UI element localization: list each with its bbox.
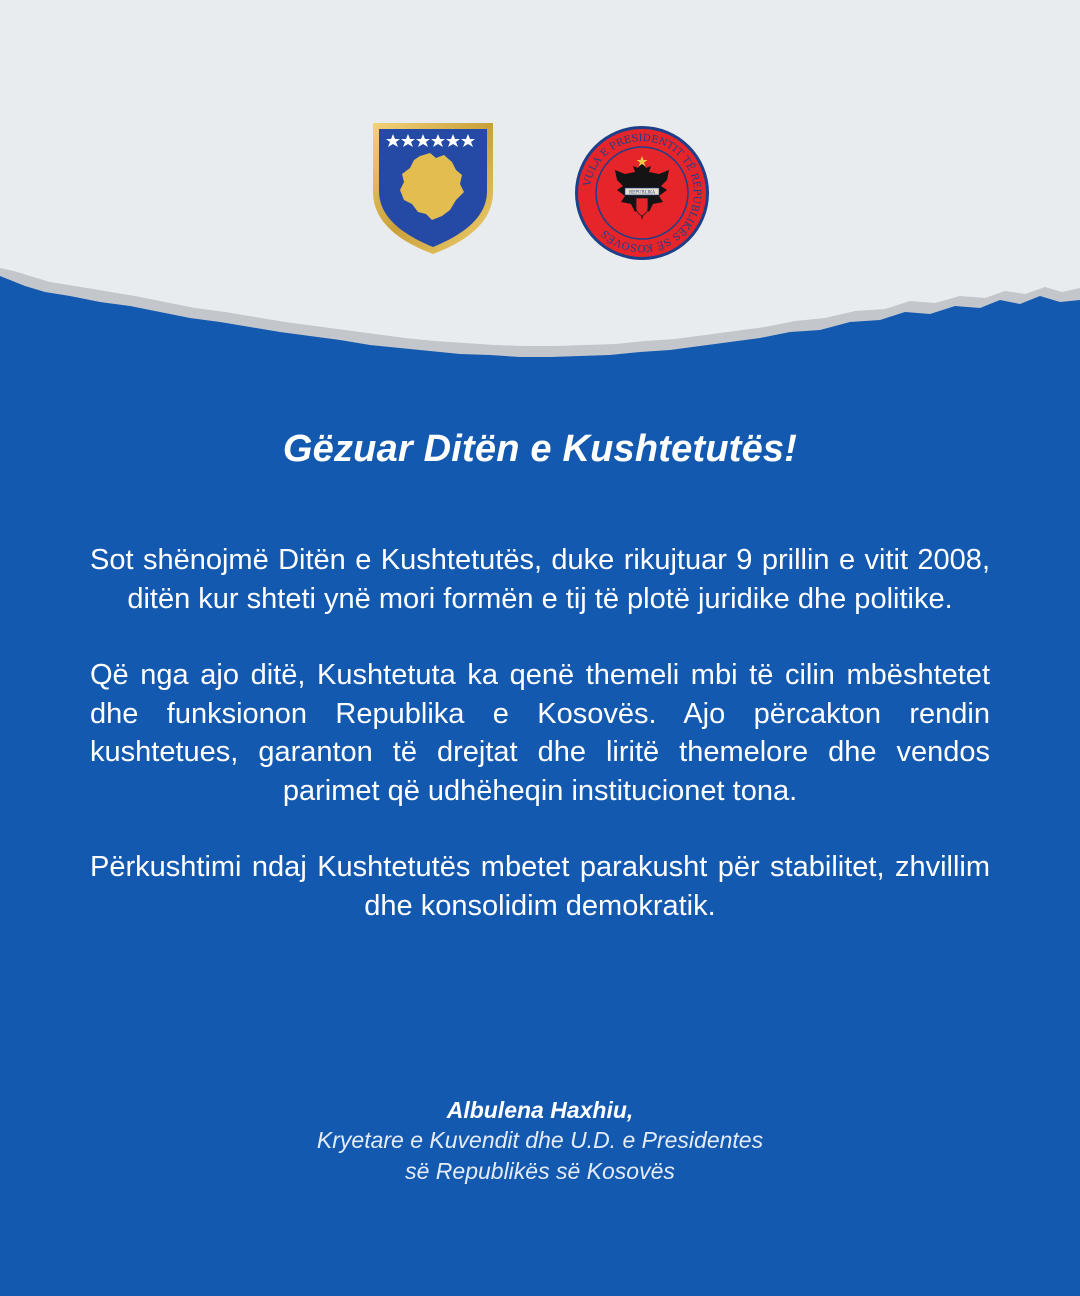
signature-block xyxy=(0,1095,1080,1187)
page-title: Gëzuar Ditën e Kushtetutës! xyxy=(282,428,798,470)
presidential-seal-icon xyxy=(573,124,711,262)
seal-ring-text: VULA E PRESIDENTIT TË REPUBLIKËS SË KOSOVËS xyxy=(582,132,703,254)
paragraph: Sot shënojmë Ditën e Kushtetutës, duke rikujtuar 9 prillin e vitit 2008, ditën kur shteti ynë mori formën e tij të plotë juridike dhe politike. xyxy=(90,544,990,615)
kosovo-coat-of-arms-icon xyxy=(370,120,496,256)
torn-paper-header xyxy=(0,0,1080,380)
signatory-role-line-2: së Republikës së Kosovës xyxy=(405,1158,675,1184)
message-body xyxy=(90,541,990,963)
paragraph: Përkushtimi ndaj Kushtetutës mbetet parakusht për stabilitet, zhvillim dhe konsolidim demokratik. xyxy=(90,851,990,922)
seal-banner-text: REPUBLIKA xyxy=(629,189,655,195)
signatory-name: Albulena Haxhiu, xyxy=(446,1097,634,1123)
paragraph: Që nga ajo ditë, Kushtetuta ka qenë themeli mbi të cilin mbështetet dhe funksionon Republika e Kosovës. Ajo përcakton rendin kushtetues, garanton të drejtat dhe liritë themelore dhe vendos parimet që udhëheqin institucionet tona. xyxy=(90,659,990,807)
signatory-role-line-1: Kryetare e Kuvendit dhe U.D. e Presidentes xyxy=(316,1127,764,1153)
